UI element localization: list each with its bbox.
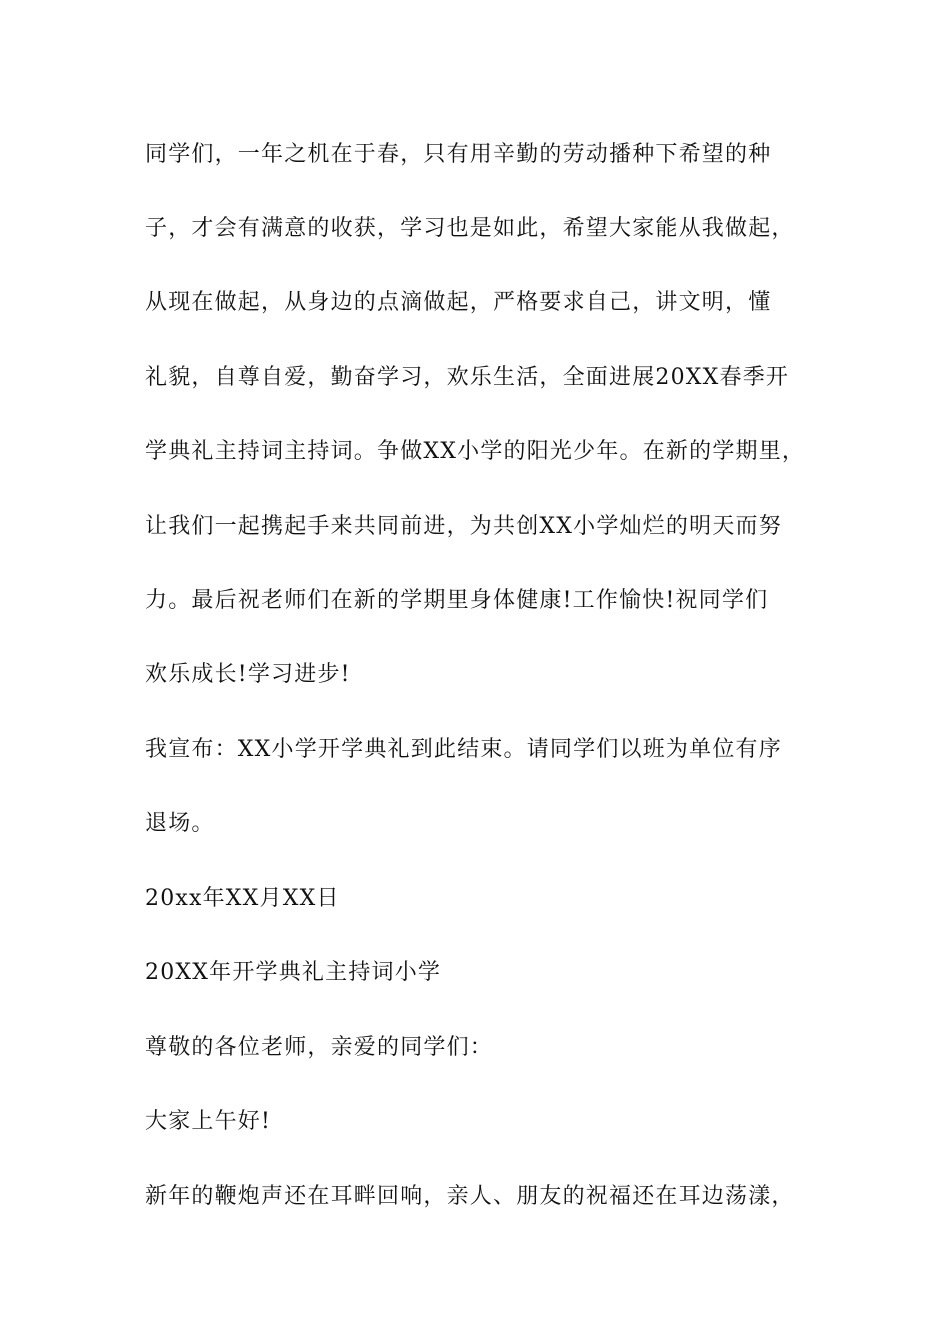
text-line: 力。最后祝老师们在新的学期里身体健康!工作愉快!祝同学们 — [145, 588, 769, 613]
text-line: 子，才会有满意的收获，学习也是如此，希望大家能从我做起， — [145, 216, 795, 241]
date-line: 20xx年XX月XX日 — [145, 886, 340, 911]
text-line: 退场。 — [145, 811, 215, 836]
section-title: 20XX年开学典礼主持词小学 — [145, 960, 442, 985]
text-line: 同学们，一年之机在于春，只有用辛勤的劳动播种下希望的种 — [145, 142, 772, 167]
text-line: 礼貌，自尊自爱，勤奋学习，欢乐生活，全面进展20XX春季开 — [145, 365, 790, 390]
text-line: 欢乐成长!学习进步! — [145, 662, 351, 687]
text-line: 新年的鞭炮声还在耳畔回响，亲人、朋友的祝福还在耳边荡漾， — [145, 1184, 795, 1209]
text-line: 让我们一起携起手来共同前进，为共创XX小学灿烂的明天而努 — [145, 514, 782, 539]
text-line: 学典礼主持词主持词。争做XX小学的阳光少年。在新的学期里， — [145, 439, 806, 464]
greeting: 大家上午好! — [145, 1109, 272, 1134]
salutation: 尊敬的各位老师，亲爱的同学们： — [145, 1035, 494, 1060]
text-line: 从现在做起，从身边的点滴做起，严格要求自己，讲文明，懂 — [145, 290, 772, 315]
text-line: 我宣布：XX小学开学典礼到此结束。请同学们以班为单位有序 — [145, 737, 782, 762]
